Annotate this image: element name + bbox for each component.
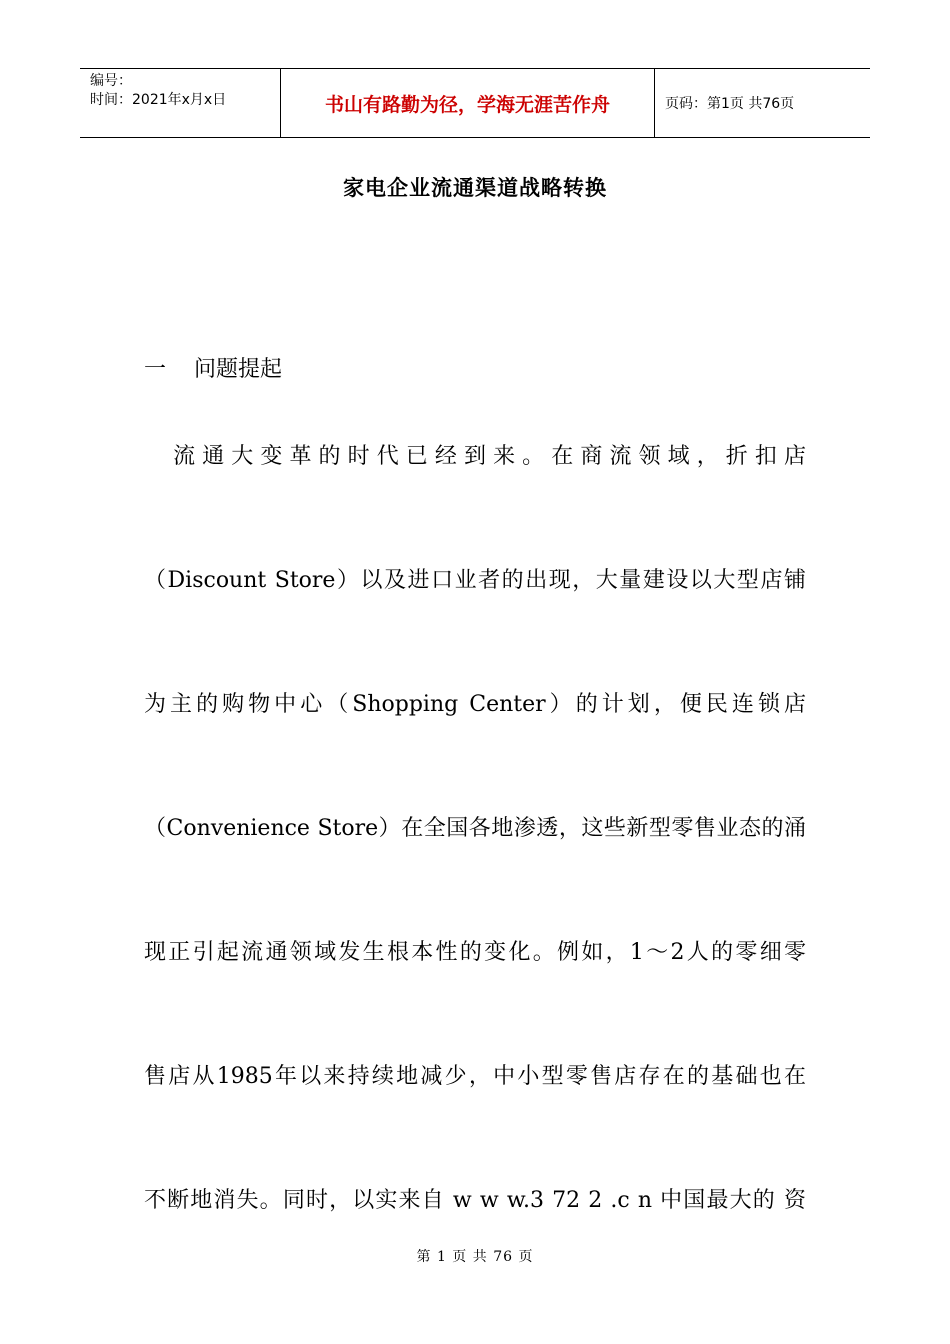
- section-heading: [144, 352, 282, 383]
- section-number: 一: [144, 357, 167, 382]
- page-header: [80, 68, 870, 138]
- document-time-label: 时间：2021年x月x日: [90, 92, 227, 108]
- document-number-label: 编号：: [90, 73, 132, 89]
- document-title: 家电企业流通渠道战略转换: [343, 175, 607, 200]
- header-meta: [80, 69, 281, 137]
- header-motto: 书山有路勤为径，学海无涯苦作舟: [281, 69, 655, 137]
- header-page-info: 页码：第1页 共76页: [665, 96, 795, 112]
- body-line: 流通大变革的时代已经到来。在商流领域，折扣店: [144, 444, 806, 469]
- page-footer: 第 1 页 共 76 页: [416, 1249, 534, 1265]
- body-line: 不断地消失。同时，以实来自 w w w.3 72 2 .c n 中国最大的 资: [144, 1188, 806, 1213]
- section-title: 问题提起: [194, 357, 283, 382]
- body-line: 现正引起流通领域发生根本性的变化。例如，1～2人的零细零: [144, 940, 806, 965]
- body-line: （Discount Store）以及进口业者的出现，大量建设以大型店铺: [144, 568, 806, 593]
- body-line: （Convenience Store）在全国各地渗透，这些新型零售业态的涌: [144, 816, 806, 841]
- body-line: 售店从1985年以来持续地减少，中小型零售店存在的基础也在: [144, 1064, 806, 1089]
- body-line: 为主的购物中心（Shopping Center）的计划，便民连锁店: [144, 692, 806, 717]
